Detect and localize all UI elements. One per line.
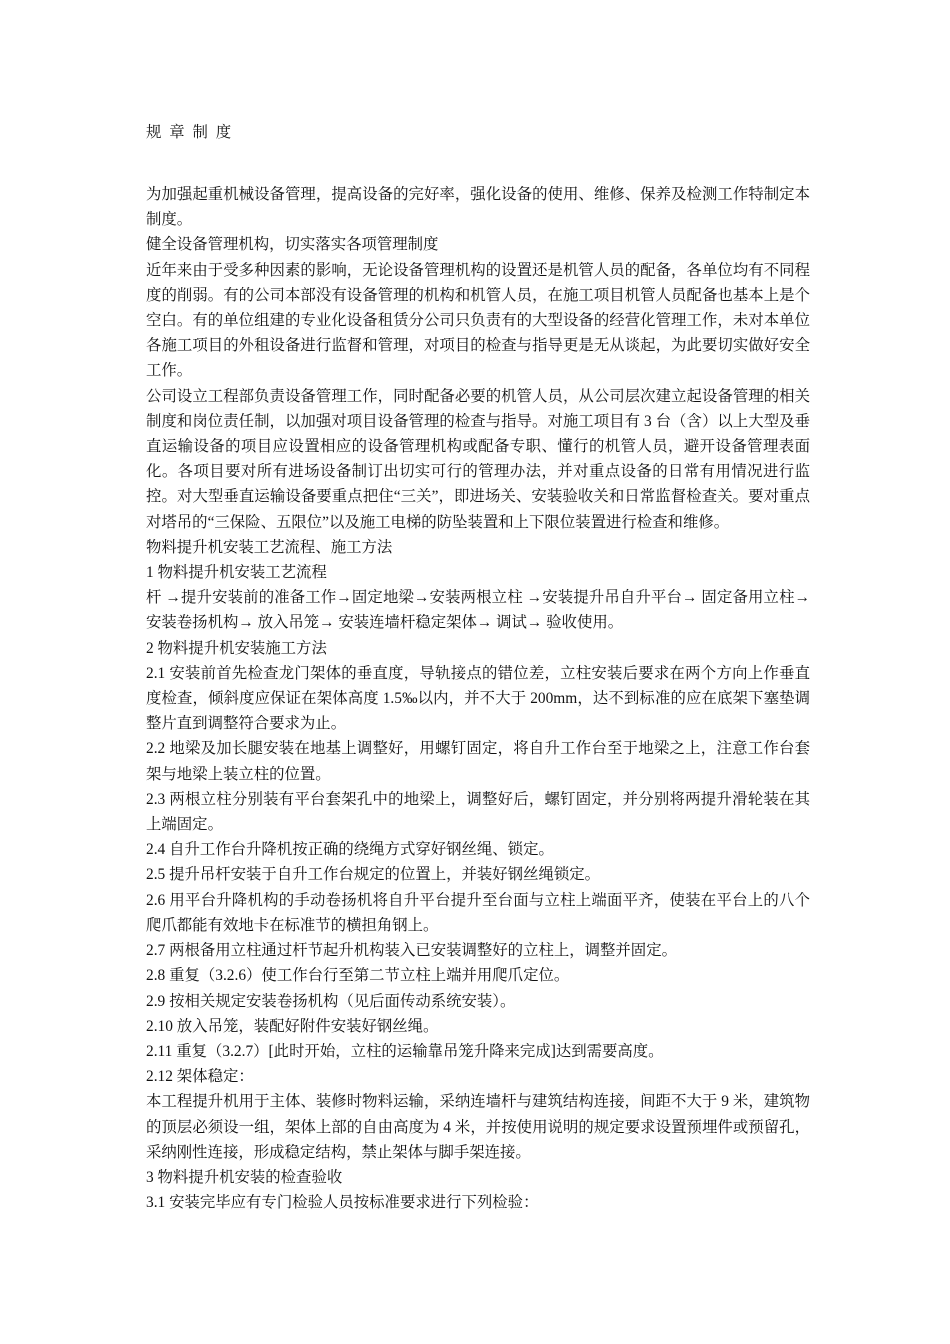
subheading-inspection: 3 物料提升机安装的检查验收 bbox=[146, 1168, 343, 1186]
step-2-2: 2.2 地梁及加长腿安装在地基上调整好，用螺钉固定，将自升工作台至于地梁之上，注意工作台套架与地梁上装立柱的位置。 bbox=[146, 740, 810, 783]
step-2-11: 2.11 重复（3.2.7）[此时开始，立柱的运输靠吊笼升降来完成]达到需要高度。 bbox=[146, 1042, 664, 1060]
paragraph-stability: 本工程提升机用于主体、装修时物料运输，采纳连墙杆与建筑结构连接，间距不大于 9 米，建筑物的顶层必须设一组，架体上部的自由高度为 4 米，并按使用说明的规定要求设置预埋件或预留孔，采纳刚性连接，形成稳定结构，禁止架体与脚手架连接。 bbox=[146, 1093, 810, 1161]
step-2-5: 2.5 提升吊杆安装于自升工作台规定的位置上，并装好钢丝绳锁定。 bbox=[146, 866, 601, 884]
step-2-8: 2.8 重复（3.2.6）使工作台行至第二节立柱上端并用爬爪定位。 bbox=[146, 967, 570, 985]
section-heading-hoist: 物料提升机安装工艺流程、施工方法 bbox=[146, 538, 393, 556]
document-page bbox=[146, 120, 810, 1215]
step-3-1: 3.1 安装完毕应有专门检验人员按标准要求进行下列检验： bbox=[146, 1194, 539, 1212]
step-2-1: 2.1 安装前首先检查龙门架体的垂直度，导轨接点的错位差，立柱安装后要求在两个方向上作垂直度检查，倾斜度应保证在架体高度 1.5‰以内，并不大于 200mm，达不到标准的应在底架下塞垫调整片直到调整符合要求为止。 bbox=[146, 664, 810, 733]
subheading-process-flow: 1 物料提升机安装工艺流程 bbox=[146, 564, 327, 582]
paragraph-process-flow: 杆 →提升安装前的准备工作→固定地梁→安装两根立柱 →安装提升吊自升平台→ 固定备用立柱→ 安装卷扬机构→ 放入吊笼→ 安装连墙杆稳定架体→ 调试→ 验收使用。 bbox=[146, 589, 810, 632]
step-2-10: 2.10 放入吊笼，装配好附件安装好钢丝绳。 bbox=[146, 1017, 439, 1035]
step-2-7: 2.7 两根备用立柱通过杆节起升机构装入已安装调整好的立柱上，调整并固定。 bbox=[146, 942, 677, 960]
document-body bbox=[146, 182, 810, 1215]
step-2-4: 2.4 自升工作台升降机按正确的绕绳方式穿好钢丝绳、锁定。 bbox=[146, 841, 554, 859]
step-2-9: 2.9 按相关规定安装卷扬机构（见后面传动系统安装）。 bbox=[146, 992, 516, 1010]
paragraph-background: 近年来由于受多种因素的影响，无论设备管理机构的设置还是机管人员的配备，各单位均有不同程度的削弱。有的公司本部没有设备管理的机构和机管人员，在施工项目机管人员配备也基本上是个空白。有的单位组建的专业化设备租赁分公司只负责有的大型设备的经营化管理工作，未对本单位各施工项目的外租设备进行监督和管理，对项目的检查与指导更是无从谈起，为此要切实做好安全工作。 bbox=[146, 261, 810, 380]
step-2-3: 2.3 两根立柱分别装有平台套架孔中的地梁上，调整好后，螺钉固定，并分别将两提升滑轮装在其上端固定。 bbox=[146, 790, 810, 834]
section-heading-management: 健全设备管理机构，切实落实各项管理制度 bbox=[146, 236, 439, 254]
subheading-construction-method: 2 物料提升机安装施工方法 bbox=[146, 639, 327, 657]
paragraph-intro: 为加强起重机械设备管理，提高设备的完好率，强化设备的使用、维修、保养及检测工作特制定本制度。 bbox=[146, 186, 810, 229]
paragraph-company-setup: 公司设立工程部负责设备管理工作，同时配备必要的机管人员，从公司层次建立起设备管理的相关制度和岗位责任制，以加强对项目设备管理的检查与指导。对施工项目有 3 台（含）以上大型及垂直运输设备的项目应设置相应的设备管理机构或配备专职、懂行的机管人员，避开设备管理表面化。各项目要对所有进场设备制订出切实可行的管理办法，并对重点设备的日常有用情况进行监控。对大型垂直运输设备要重点把住“三关”，即进场关、安装验收关和日常监督检查关。要对重点对塔吊的“三保险、五限位”以及施工电梯的防坠装置和上下限位装置进行检查和维修。 bbox=[146, 387, 810, 531]
document-title: 规 章 制 度 bbox=[146, 124, 234, 141]
step-2-6: 2.6 用平台升降机构的手动卷扬机将自升平台提升至台面与立柱上端面平齐，使装在平台上的八个爬爪都能有效地卡在标准节的横担角钢上。 bbox=[146, 891, 810, 934]
step-2-12: 2.12 架体稳定： bbox=[146, 1068, 254, 1086]
